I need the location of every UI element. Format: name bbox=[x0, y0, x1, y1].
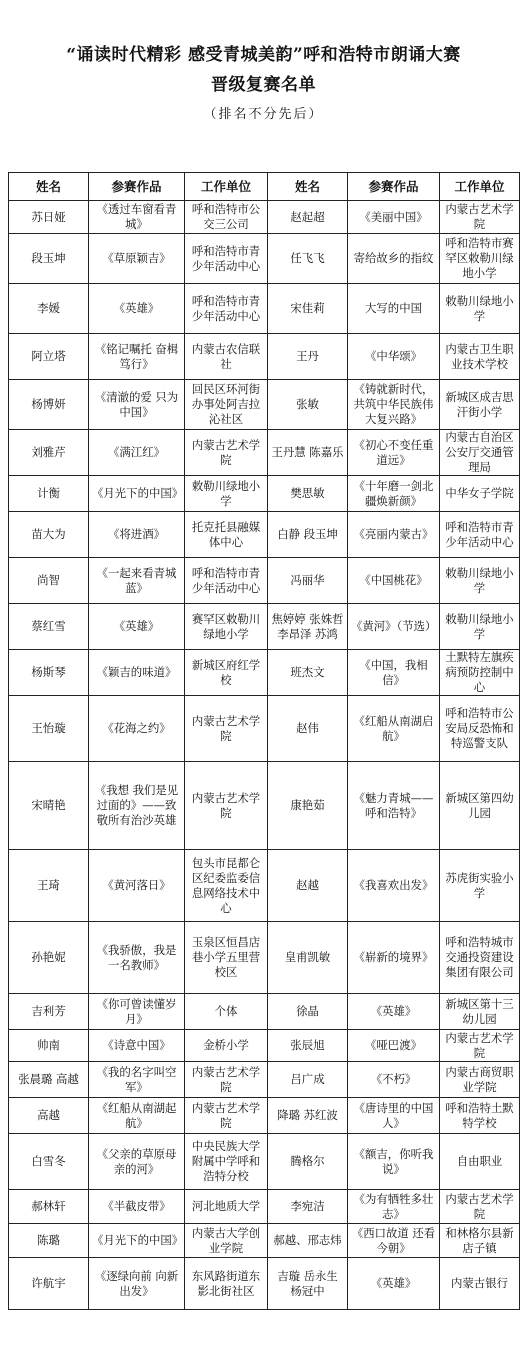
work-unit-cell: 和林格尔县新店子镇 bbox=[440, 1224, 520, 1258]
header-name-2: 姓名 bbox=[268, 173, 348, 201]
header-name: 姓名 bbox=[9, 173, 89, 201]
work-unit-cell: 敕勒川绿地小学 bbox=[185, 476, 268, 512]
contestant-name-cell: 腾格尔 bbox=[268, 1134, 348, 1190]
contestant-name-cell: 白静 段玉坤 bbox=[268, 512, 348, 558]
work-unit-cell: 呼和浩特土默特学校 bbox=[440, 1098, 520, 1134]
entry-work-cell: 《中国桃花》 bbox=[348, 558, 440, 604]
contestant-name-cell: 康艳茹 bbox=[268, 762, 348, 850]
contestant-name-cell: 赵起超 bbox=[268, 201, 348, 234]
work-unit-cell: 敕勒川绿地小学 bbox=[440, 284, 520, 334]
entry-work-cell: 《我想 我们是见过面的》——致敬所有治沙英雄 bbox=[89, 762, 185, 850]
contestant-name-cell: 李媛 bbox=[9, 284, 89, 334]
table-row bbox=[9, 1062, 520, 1098]
entry-work-cell: 《我骄傲，我是一名教师》 bbox=[89, 922, 185, 994]
contestant-name-cell: 段玉坤 bbox=[9, 234, 89, 284]
entry-work-cell: 《你可曾读懂岁月》 bbox=[89, 994, 185, 1030]
work-unit-cell: 河北地质大学 bbox=[185, 1190, 268, 1224]
entry-work-cell: 大写的中国 bbox=[348, 284, 440, 334]
work-unit-cell: 自由职业 bbox=[440, 1134, 520, 1190]
contestant-name-cell: 陈璐 bbox=[9, 1224, 89, 1258]
work-unit-cell: 内蒙古农信联社 bbox=[185, 334, 268, 380]
document-subtitle: （排名不分先后） bbox=[203, 107, 324, 122]
entry-work-cell: 《月光下的中国》 bbox=[89, 476, 185, 512]
table-row bbox=[9, 512, 520, 558]
contestant-name-cell: 帅南 bbox=[9, 1030, 89, 1062]
table-row bbox=[9, 762, 520, 850]
work-unit-cell: 新城区府红学校 bbox=[185, 650, 268, 696]
work-unit-cell: 土默特左旗疾病预防控制中心 bbox=[440, 650, 520, 696]
work-unit-cell: 中央民族大学附属中学呼和浩特分校 bbox=[185, 1134, 268, 1190]
work-unit-cell: 内蒙古大学创业学院 bbox=[185, 1224, 268, 1258]
work-unit-cell: 内蒙古艺术学院 bbox=[185, 762, 268, 850]
entry-work-cell: 《我喜欢出发》 bbox=[348, 850, 440, 922]
work-unit-cell: 回民区环河街办事处阿吉拉沁社区 bbox=[185, 380, 268, 430]
contestant-name-cell: 王琦 bbox=[9, 850, 89, 922]
entry-work-cell: 《十年磨一剑北疆焕新颜》 bbox=[348, 476, 440, 512]
work-unit-cell: 新城区第四幼儿园 bbox=[440, 762, 520, 850]
work-unit-cell: 呼和浩特市青少年活动中心 bbox=[185, 284, 268, 334]
work-unit-cell: 敕勒川绿地小学 bbox=[440, 604, 520, 650]
table-row bbox=[9, 430, 520, 476]
entry-work-cell: 《亮丽内蒙古》 bbox=[348, 512, 440, 558]
contestant-name-cell: 苗大为 bbox=[9, 512, 89, 558]
contestant-name-cell: 宋佳莉 bbox=[268, 284, 348, 334]
entry-work-cell: 《月光下的中国》 bbox=[89, 1224, 185, 1258]
contestant-name-cell: 张晨璐 高越 bbox=[9, 1062, 89, 1098]
contestant-name-cell: 计衡 bbox=[9, 476, 89, 512]
entry-work-cell: 《英雄》 bbox=[89, 284, 185, 334]
contestant-name-cell: 郝越、邢志炜 bbox=[268, 1224, 348, 1258]
entry-work-cell: 《颖吉的味道》 bbox=[89, 650, 185, 696]
entry-work-cell: 《黄河》（节选） bbox=[348, 604, 440, 650]
contestant-name-cell: 焦婷婷 张姝哲 李昂泽 苏鸿 bbox=[268, 604, 348, 650]
entry-work-cell: 《我的名字叫空军》 bbox=[89, 1062, 185, 1098]
entry-work-cell: 《英雄》 bbox=[348, 1258, 440, 1310]
contestant-name-cell: 赵伟 bbox=[268, 696, 348, 762]
work-unit-cell: 苏虎街实验小学 bbox=[440, 850, 520, 922]
work-unit-cell: 内蒙古银行 bbox=[440, 1258, 520, 1310]
contestant-name-cell: 孙艳妮 bbox=[9, 922, 89, 994]
work-unit-cell: 新城区第十三幼儿园 bbox=[440, 994, 520, 1030]
work-unit-cell: 托克托县融媒体中心 bbox=[185, 512, 268, 558]
contestant-name-cell: 徐晶 bbox=[268, 994, 348, 1030]
work-unit-cell: 呼和浩特市青少年活动中心 bbox=[185, 234, 268, 284]
contestant-name-cell: 樊思敏 bbox=[268, 476, 348, 512]
entry-work-cell: 《黄河落日》 bbox=[89, 850, 185, 922]
table-row bbox=[9, 1190, 520, 1224]
work-unit-cell: 呼和浩特市青少年活动中心 bbox=[185, 558, 268, 604]
entry-work-cell: 《英雄》 bbox=[348, 994, 440, 1030]
contestant-name-cell: 白雪冬 bbox=[9, 1134, 89, 1190]
table-body bbox=[9, 201, 520, 1310]
entry-work-cell: 《中华颂》 bbox=[348, 334, 440, 380]
contestant-name-cell: 苏日娅 bbox=[9, 201, 89, 234]
contestant-name-cell: 王怡璇 bbox=[9, 696, 89, 762]
work-unit-cell: 内蒙古卫生职业技术学校 bbox=[440, 334, 520, 380]
entry-work-cell: 《不朽》 bbox=[348, 1062, 440, 1098]
contestant-name-cell: 吉利芳 bbox=[9, 994, 89, 1030]
entry-work-cell: 《铸就新时代，共筑中华民族伟大复兴路》 bbox=[348, 380, 440, 430]
entry-work-cell: 《为有牺牲多壮志》 bbox=[348, 1190, 440, 1224]
entry-work-cell: 《草原颖吉》 bbox=[89, 234, 185, 284]
header-work: 参赛作品 bbox=[89, 173, 185, 201]
table-row bbox=[9, 604, 520, 650]
table-row bbox=[9, 476, 520, 512]
contestant-name-cell: 冯丽华 bbox=[268, 558, 348, 604]
table-row bbox=[9, 1030, 520, 1062]
table-row bbox=[9, 696, 520, 762]
entry-work-cell: 《逐绿向前 向新出发》 bbox=[89, 1258, 185, 1310]
entry-work-cell: 《铭记嘱托 奋楫笃行》 bbox=[89, 334, 185, 380]
header-unit-2: 工作单位 bbox=[440, 173, 520, 201]
work-unit-cell: 东风路街道东影北街社区 bbox=[185, 1258, 268, 1310]
entry-work-cell: 《西口故道 还看今朝》 bbox=[348, 1224, 440, 1258]
entry-work-cell: 《透过车窗看青城》 bbox=[89, 201, 185, 234]
work-unit-cell: 包头市昆都仑区纪委监委信息网络技术中心 bbox=[185, 850, 268, 922]
work-unit-cell: 内蒙古商贸职业学院 bbox=[440, 1062, 520, 1098]
table-row bbox=[9, 994, 520, 1030]
entry-work-cell: 寄给故乡的指纹 bbox=[348, 234, 440, 284]
contestant-name-cell: 尚智 bbox=[9, 558, 89, 604]
contestant-name-cell: 刘雅芹 bbox=[9, 430, 89, 476]
contestant-name-cell: 王丹慧 陈嘉乐 bbox=[268, 430, 348, 476]
table-row bbox=[9, 922, 520, 994]
entry-work-cell: 《一起来看青城蓝》 bbox=[89, 558, 185, 604]
document-title-line2: 晋级复赛名单 bbox=[211, 75, 316, 95]
contestant-name-cell: 吉璇 岳永生 杨冠中 bbox=[268, 1258, 348, 1310]
contestant-name-cell: 许航宇 bbox=[9, 1258, 89, 1310]
work-unit-cell: 中华女子学院 bbox=[440, 476, 520, 512]
work-unit-cell: 金桥小学 bbox=[185, 1030, 268, 1062]
advancement-table bbox=[8, 172, 520, 1310]
work-unit-cell: 玉泉区恒昌店巷小学五里营校区 bbox=[185, 922, 268, 994]
entry-work-cell: 《初心不变任重道远》 bbox=[348, 430, 440, 476]
contestant-name-cell: 杨斯琴 bbox=[9, 650, 89, 696]
work-unit-cell: 呼和浩特城市交通投资建设集团有限公司 bbox=[440, 922, 520, 994]
work-unit-cell: 呼和浩特市公交三公司 bbox=[185, 201, 268, 234]
entry-work-cell: 《清澈的爱 只为中国》 bbox=[89, 380, 185, 430]
header-unit: 工作单位 bbox=[185, 173, 268, 201]
contestant-name-cell: 吕广成 bbox=[268, 1062, 348, 1098]
table-row bbox=[9, 650, 520, 696]
work-unit-cell: 个体 bbox=[185, 994, 268, 1030]
header-work-2: 参赛作品 bbox=[348, 173, 440, 201]
entry-work-cell: 《中国，我相信》 bbox=[348, 650, 440, 696]
contestant-name-cell: 班杰文 bbox=[268, 650, 348, 696]
work-unit-cell: 内蒙古艺术学院 bbox=[185, 1062, 268, 1098]
entry-work-cell: 《诗意中国》 bbox=[89, 1030, 185, 1062]
table-row bbox=[9, 284, 520, 334]
table-row bbox=[9, 1098, 520, 1134]
entry-work-cell: 《额吉，你听我说》 bbox=[348, 1134, 440, 1190]
work-unit-cell: 内蒙古艺术学院 bbox=[440, 1030, 520, 1062]
table-row bbox=[9, 1224, 520, 1258]
contestant-name-cell: 降璐 苏红波 bbox=[268, 1098, 348, 1134]
work-unit-cell: 呼和浩特市青少年活动中心 bbox=[440, 512, 520, 558]
contestant-name-cell: 张辰旭 bbox=[268, 1030, 348, 1062]
contestant-name-cell: 郝林轩 bbox=[9, 1190, 89, 1224]
entry-work-cell: 《唐诗里的中国人》 bbox=[348, 1098, 440, 1134]
contestant-name-cell: 宋晴艳 bbox=[9, 762, 89, 850]
entry-work-cell: 《美丽中国》 bbox=[348, 201, 440, 234]
work-unit-cell: 新城区成吉思汗街小学 bbox=[440, 380, 520, 430]
entry-work-cell: 《哑巴渡》 bbox=[348, 1030, 440, 1062]
entry-work-cell: 《父亲的草原母亲的河》 bbox=[89, 1134, 185, 1190]
work-unit-cell: 呼和浩特市赛罕区敕勒川绿地小学 bbox=[440, 234, 520, 284]
entry-work-cell: 《魅力青城——呼和浩特》 bbox=[348, 762, 440, 850]
entry-work-cell: 《半截皮带》 bbox=[89, 1190, 185, 1224]
work-unit-cell: 敕勒川绿地小学 bbox=[440, 558, 520, 604]
contestant-name-cell: 高越 bbox=[9, 1098, 89, 1134]
table-row bbox=[9, 1258, 520, 1310]
contestant-name-cell: 李宛洁 bbox=[268, 1190, 348, 1224]
document-title: “诵读时代精彩 感受青城美韵”呼和浩特市朗诵大赛 bbox=[66, 45, 461, 65]
contestant-name-cell: 蔡红雪 bbox=[9, 604, 89, 650]
table-row bbox=[9, 850, 520, 922]
work-unit-cell: 内蒙古艺术学院 bbox=[440, 201, 520, 234]
entry-work-cell: 《红船从南湖起航》 bbox=[89, 1098, 185, 1134]
table-row bbox=[9, 201, 520, 234]
contestant-name-cell: 任飞飞 bbox=[268, 234, 348, 284]
contestant-name-cell: 张敏 bbox=[268, 380, 348, 430]
work-unit-cell: 赛罕区敕勒川绿地小学 bbox=[185, 604, 268, 650]
work-unit-cell: 内蒙古艺术学院 bbox=[440, 1190, 520, 1224]
contestant-name-cell: 阿立塔 bbox=[9, 334, 89, 380]
table-header-row bbox=[9, 173, 520, 201]
work-unit-cell: 内蒙古艺术学院 bbox=[185, 1098, 268, 1134]
contestant-name-cell: 王丹 bbox=[268, 334, 348, 380]
entry-work-cell: 《崭新的境界》 bbox=[348, 922, 440, 994]
work-unit-cell: 呼和浩特市公安局反恐怖和特巡警支队 bbox=[440, 696, 520, 762]
entry-work-cell: 《满江红》 bbox=[89, 430, 185, 476]
entry-work-cell: 《花海之约》 bbox=[89, 696, 185, 762]
contestant-name-cell: 杨博妍 bbox=[9, 380, 89, 430]
work-unit-cell: 内蒙古自治区公安厅交通管理局 bbox=[440, 430, 520, 476]
work-unit-cell: 内蒙古艺术学院 bbox=[185, 696, 268, 762]
table-row bbox=[9, 234, 520, 284]
entry-work-cell: 《红船从南湖启航》 bbox=[348, 696, 440, 762]
table-row bbox=[9, 334, 520, 380]
entry-work-cell: 《将进酒》 bbox=[89, 512, 185, 558]
table-row bbox=[9, 1134, 520, 1190]
work-unit-cell: 内蒙古艺术学院 bbox=[185, 430, 268, 476]
contestant-name-cell: 皇甫凯敏 bbox=[268, 922, 348, 994]
table-row bbox=[9, 380, 520, 430]
contestant-name-cell: 赵越 bbox=[268, 850, 348, 922]
entry-work-cell: 《英雄》 bbox=[89, 604, 185, 650]
table-row bbox=[9, 558, 520, 604]
